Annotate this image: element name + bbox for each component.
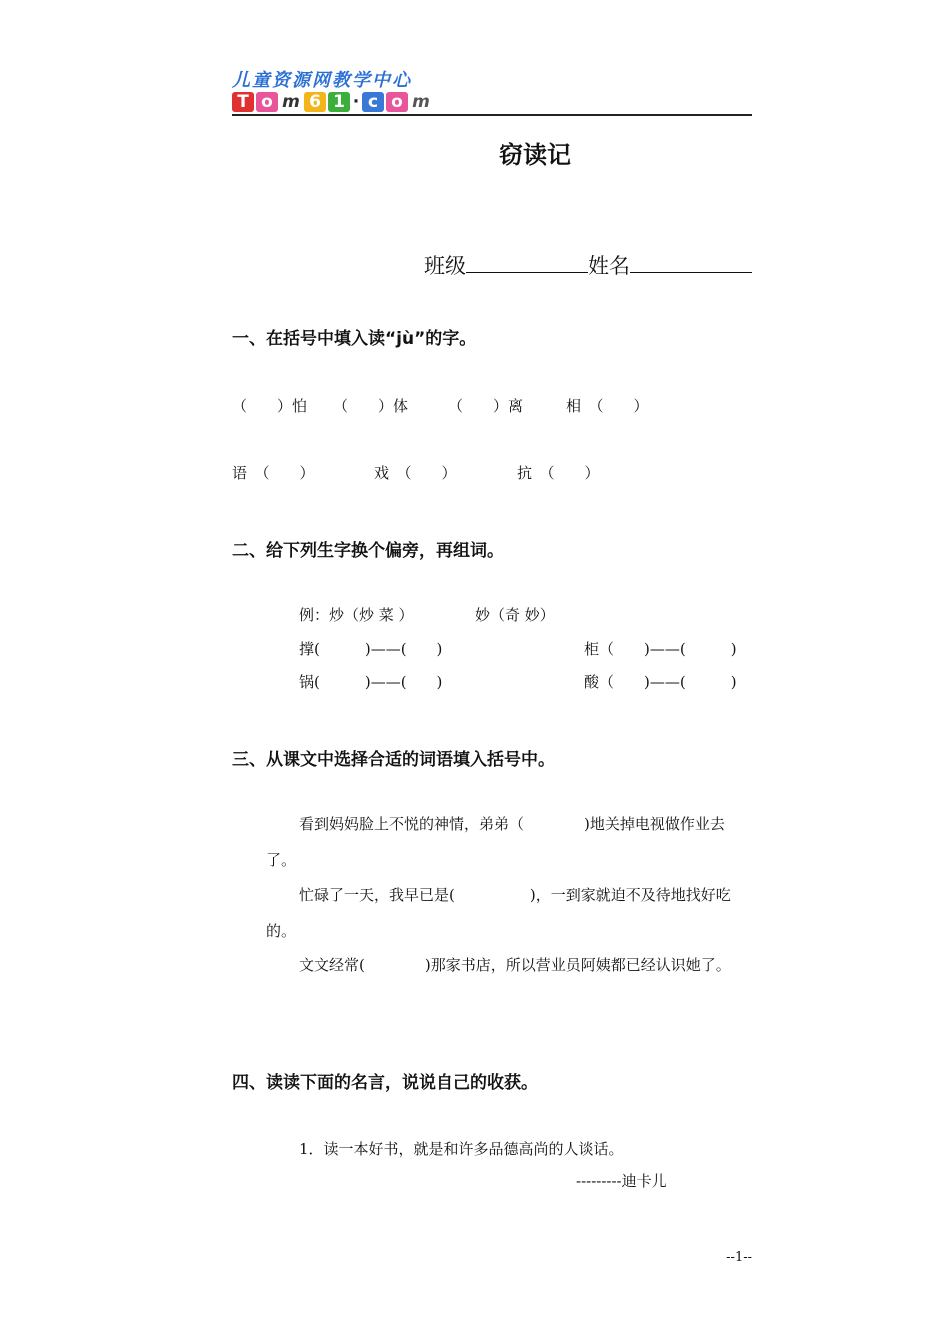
s2-row-right: 柜（ )——( ) [584, 640, 737, 658]
s1-item: 抗 （ ） [517, 464, 600, 482]
s2-example-b: 妙（奇 妙） [475, 606, 555, 624]
name-blank[interactable] [630, 252, 752, 273]
section1-heading: 一、在括号中填入读“jù”的字。 [232, 329, 477, 349]
class-blank[interactable] [466, 252, 588, 273]
logo-tiles [232, 90, 432, 114]
logo-letter-tile: · [352, 92, 360, 112]
s2-row-right: 酸（ )——( ) [584, 673, 737, 691]
s1-item: 相 （ ） [566, 397, 649, 415]
s1-item: （ ）怕 [232, 397, 308, 415]
page-title: 窃读记 [499, 141, 571, 169]
s1-item: （ ）离 [448, 397, 524, 415]
logo-letter-tile: T [232, 92, 254, 112]
s1-item: （ ）体 [333, 397, 409, 415]
header-divider [232, 114, 752, 116]
s2-row-left: 撑( )——( ) [299, 640, 443, 658]
s3-paragraph: 忙碌了一天，我早已是( )，一到家就迫不及待地找好吃的。 [266, 886, 731, 940]
s1-item: 语 （ ） [232, 464, 315, 482]
logo-letter-tile: m [282, 92, 300, 112]
section4-heading: 四、读读下面的名言，说说自己的收获。 [232, 1073, 538, 1093]
s2-row-left: 锅( )——( ) [299, 673, 443, 691]
page-number: --1-- [726, 1250, 752, 1265]
logo-letter-tile: 6 [304, 92, 326, 112]
s3-paragraph: 文文经常( )那家书店，所以营业员阿姨都已经认识她了。 [299, 956, 731, 974]
class-label: 班级 [424, 254, 466, 278]
section3-heading: 三、从课文中选择合适的词语填入括号中。 [232, 750, 555, 770]
s4-author: ---------迪卡儿 [576, 1172, 667, 1190]
s3-paragraph: 看到妈妈脸上不悦的神情，弟弟（ )地关掉电视做作业去了。 [266, 815, 725, 869]
logo-letter-tile: m [412, 92, 430, 112]
name-label: 姓名 [588, 254, 630, 278]
student-info [424, 250, 752, 280]
logo-letter-tile: o [386, 92, 408, 112]
s1-item: 戏 （ ） [374, 464, 457, 482]
s4-quote: 1．读一本好书，就是和许多品德高尚的人谈话。 [299, 1140, 624, 1158]
logo-letter-tile: o [256, 92, 278, 112]
section2-heading: 二、给下列生字换个偏旁，再组词。 [232, 541, 504, 561]
s2-example-a: 例：炒（炒 菜 ） [299, 606, 414, 624]
logo-letter-tile: c [362, 92, 384, 112]
logo-letter-tile: 1 [328, 92, 350, 112]
logo-chinese-text: 儿童资源网教学中心 [232, 70, 412, 91]
